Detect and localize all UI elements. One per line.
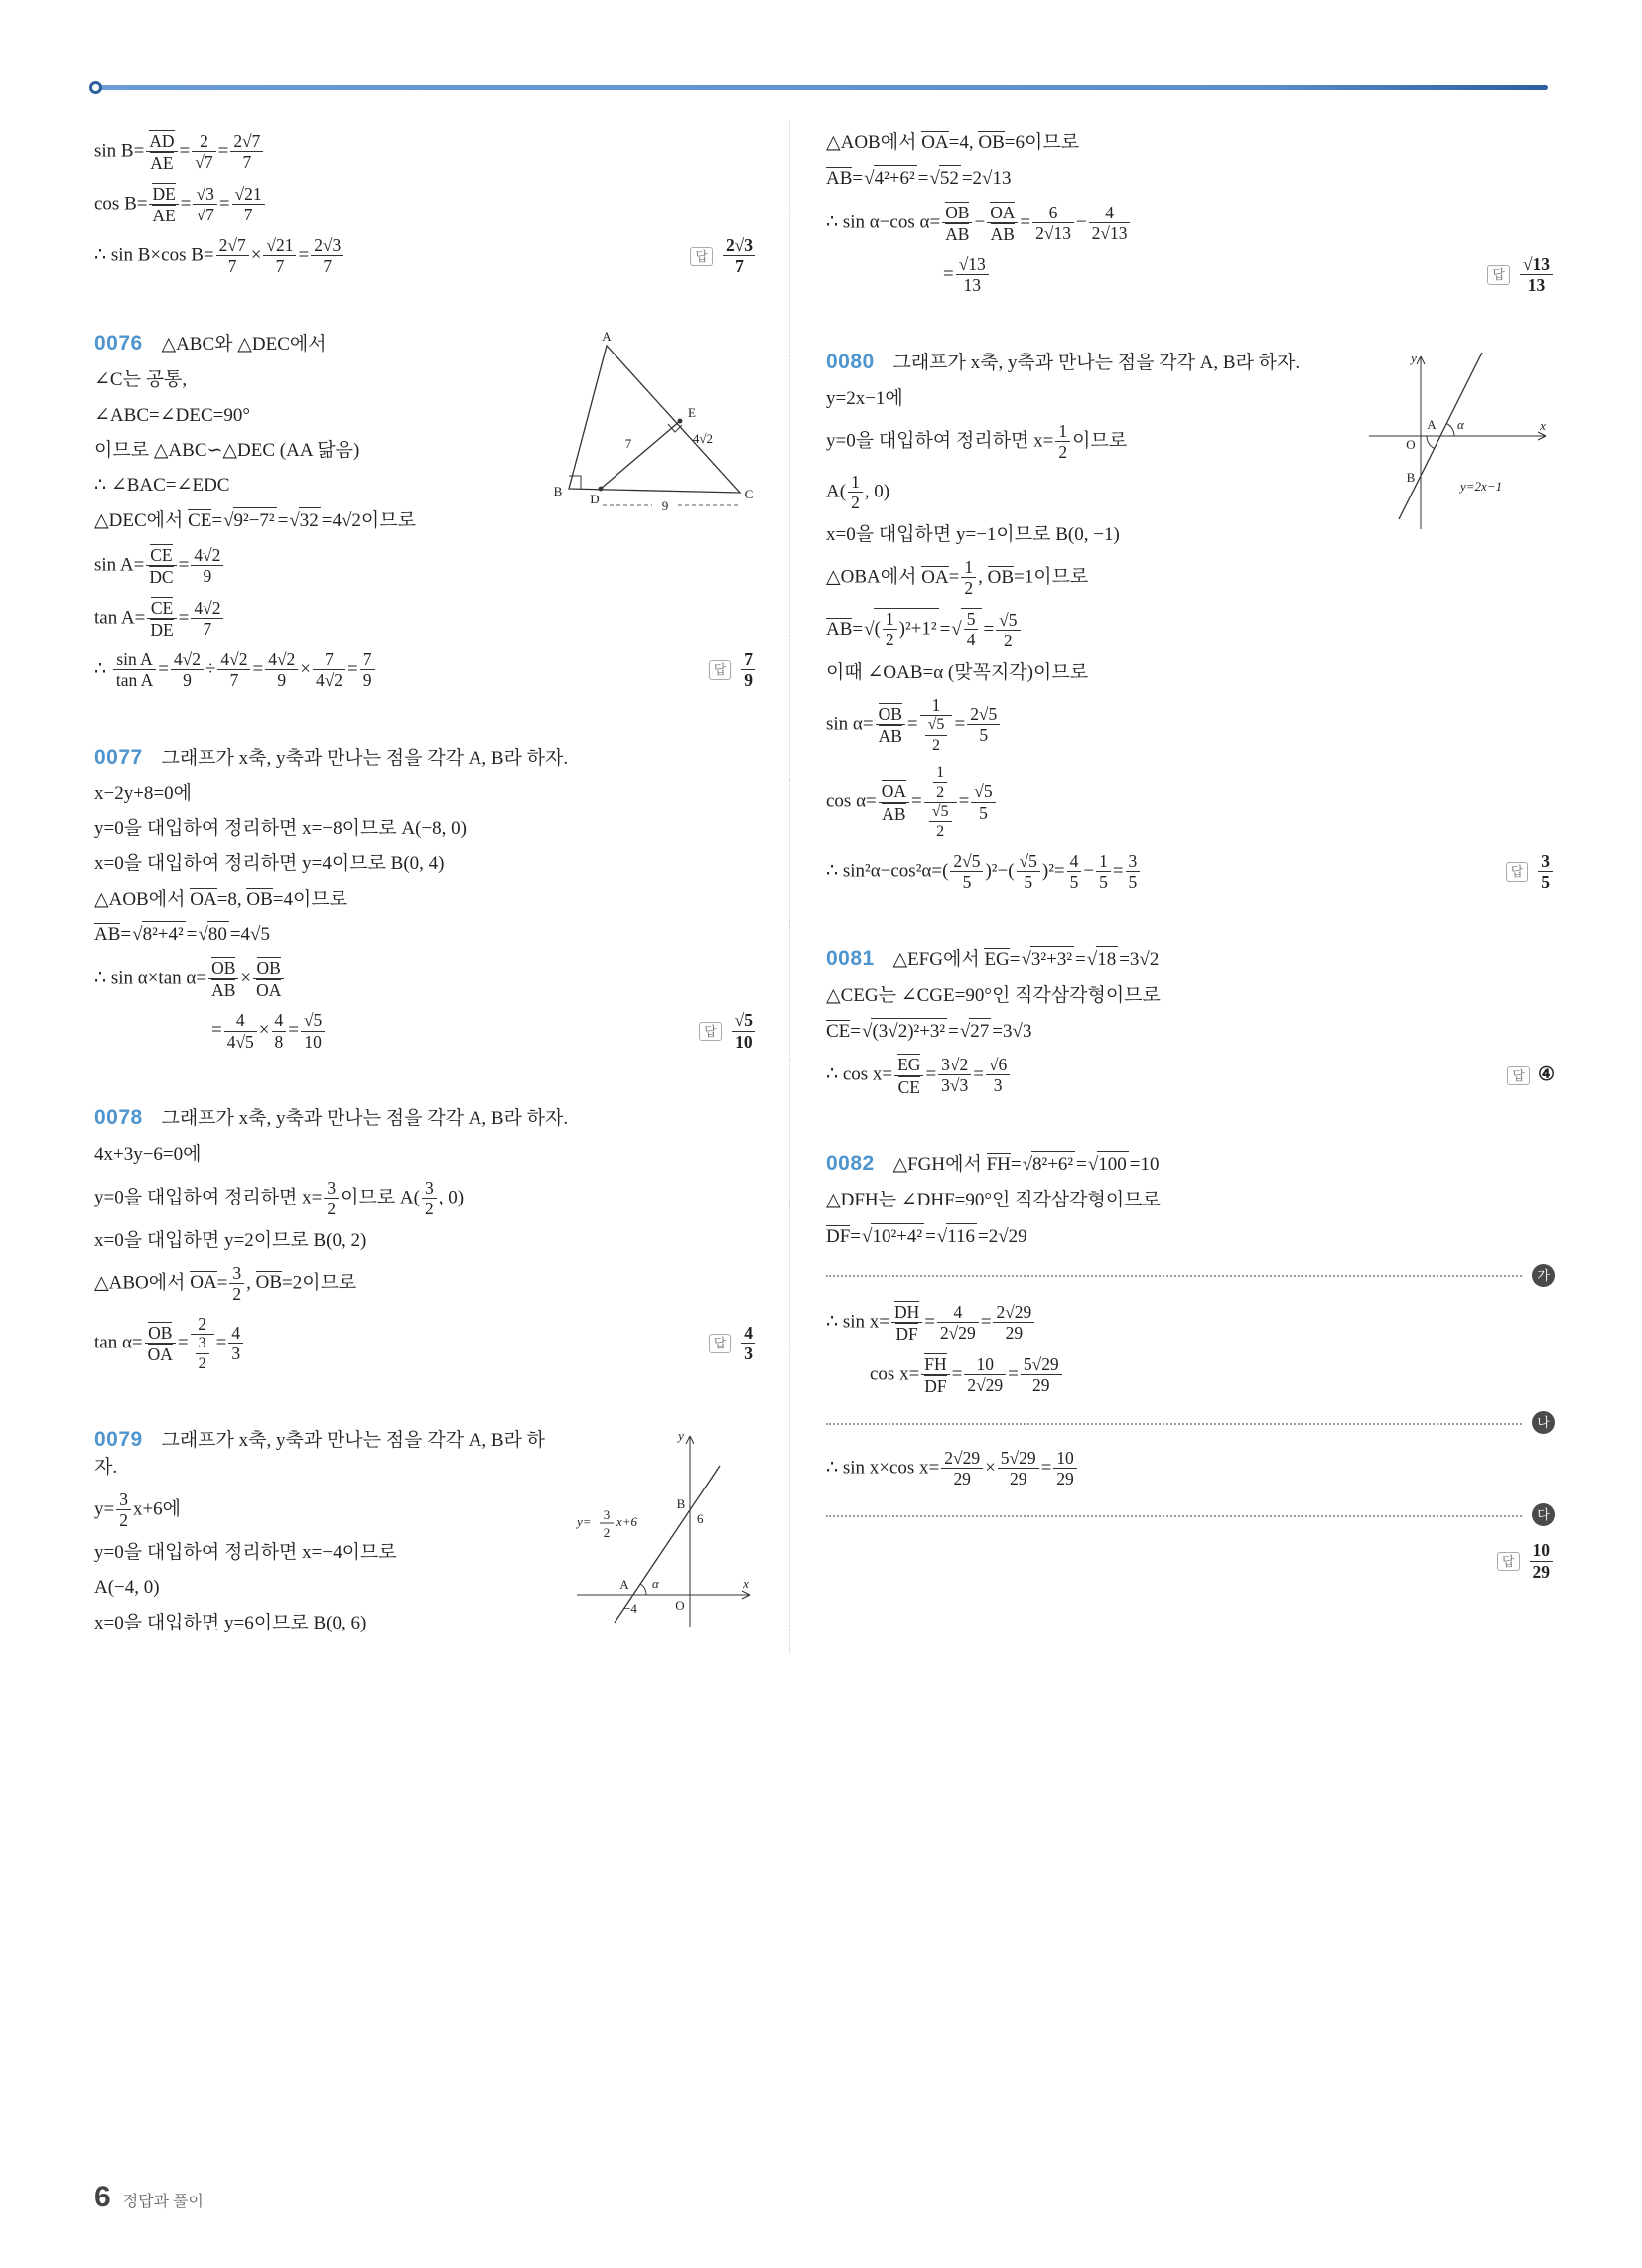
math-expression: ∴ $\frac{\text{sin A}}{\text{tan A}}$ = $\frac{4√2}{9}$ ÷ $\frac{4√2}{7}$ = $\frac{4√2}{9}$ × $\frac{7}{4√2}$ = $\frac{7}{9}$ [94, 649, 377, 691]
solution-line [826, 660, 1555, 686]
equation-frac-den: 2 [603, 1524, 611, 1540]
solution-line [94, 1010, 757, 1052]
label-4root2: 4√2 [692, 431, 714, 447]
math-expression: ∴ sin α−cos α= $\frac{OB}{AB}$ − $\frac{OA}{AB}$ = $\frac{6}{2√13}$ − $\frac{4}{2√13}$ [826, 202, 1132, 245]
equation-frac-num: 3 [603, 1506, 611, 1522]
solution-line [826, 165, 1555, 192]
solution-continuation-right [826, 121, 1555, 305]
answer-value: $\frac{4}{3}$ [739, 1323, 757, 1364]
solution-previous-continuation [94, 121, 757, 286]
math-expression: ∴ ∠BAC=∠EDC [94, 475, 230, 496]
problem-0077 [94, 744, 757, 1061]
math-expression: ∴ sin B×cos B= $\frac{2√7}{7}$ × $\frac{√21}{7}$ = $\frac{2√3}{7}$ [94, 235, 345, 277]
math-expression: y=0을 대입하여 정리하면 x= $\frac{1}{2}$ 이므로 [826, 420, 1128, 463]
math-expression: cos B= $\frac{DE}{AE}$ = $\frac{√3}{√7}$ = $\frac{√21}{7}$ [94, 183, 267, 226]
solution-line [94, 130, 757, 174]
answer-value: $\frac{2√3}{7}$ [721, 235, 757, 277]
math-expression: ∠ABC=∠DEC=90° [94, 404, 250, 426]
math-expression: 이때 ∠OAB=α (맞꼭지각)이므로 [826, 662, 1089, 684]
line-graph [615, 1466, 720, 1623]
math-expression: = $\frac{√13}{13}$ [943, 254, 991, 296]
solution-line [94, 781, 757, 807]
dotted-leader [826, 1513, 1522, 1517]
problem-0079 [94, 1426, 757, 1653]
rule-end-dot [89, 81, 102, 94]
math-expression: 4x+3y−6=0에 [94, 1144, 202, 1166]
segment-de [601, 421, 680, 489]
math-expression: x=0을 대입하면 y=−1이므로 B(0, −1) [826, 524, 1120, 546]
point-d-dot [599, 487, 604, 492]
step-badge: 나 [1532, 1411, 1555, 1434]
problem-number: 0078 [94, 1106, 143, 1130]
math-expression: CE= √ (3√2)²+3² = √ 27 =3√3 [826, 1018, 1031, 1045]
problem-intro: 그래프가 x축, y축과 만나는 점을 각각 A, B라 하자. [94, 1429, 546, 1478]
solution-line [826, 130, 1555, 156]
math-expression: AB= √ 8²+4² = √ 80 =4√5 [94, 921, 270, 948]
answer [676, 235, 757, 277]
solution-line [826, 254, 1555, 296]
problem-intro: 그래프가 x축, y축과 만나는 점을 각각 A, B라 하자. [892, 352, 1300, 373]
problem-number: 0077 [94, 746, 143, 770]
label-alpha: α [652, 1575, 659, 1591]
solution-line [94, 235, 757, 277]
math-expression: x−2y+8=0에 [94, 783, 193, 805]
triangle-figure [549, 330, 757, 520]
label-O: O [675, 1597, 685, 1613]
page-top-rule [99, 85, 1548, 90]
step-badge: 다 [1532, 1503, 1555, 1526]
answer [695, 1323, 757, 1364]
label-6: 6 [697, 1510, 704, 1526]
answer-value: ④ [1537, 1064, 1555, 1086]
solution-line [826, 851, 1555, 893]
problem-intro: △FGH에서 FH= √ 8²+6² = √ 100 =10 [892, 1154, 1159, 1175]
math-expression: AB= √ 4²+6² = √ 52 =2√13 [826, 165, 1011, 192]
solution-line [826, 1223, 1555, 1250]
dotted-step-rule [826, 1264, 1555, 1287]
answer-value: $\frac{√13}{13}$ [1518, 254, 1555, 296]
label-A: A [1427, 416, 1437, 432]
graph-figure [1361, 349, 1555, 542]
math-expression: ∴ sin x= $\frac{DH}{DF}$ = $\frac{4}{2√29}$ = $\frac{2√29}{29}$ [826, 1301, 1036, 1345]
math-expression: DF= √ 10²+4² = √ 116 =2√29 [826, 1223, 1027, 1250]
label-x: x [743, 1575, 749, 1591]
solution-line [94, 1314, 757, 1373]
graph-diagram-0080 [1361, 349, 1555, 550]
problem-0081 [826, 945, 1555, 1107]
answer [1493, 1063, 1555, 1088]
dotted-step-rule [826, 1503, 1555, 1526]
answer-badge: 답 [1497, 1552, 1520, 1572]
problem-number: 0079 [94, 1427, 143, 1451]
solution-line [826, 608, 1555, 651]
page-number: 6 [94, 2181, 111, 2213]
answer-badge: 답 [1507, 1066, 1530, 1086]
label-x: x [1540, 417, 1546, 433]
math-expression: 이므로 △ABC∽△DEC (AA 닮음) [94, 439, 360, 461]
dotted-leader [826, 1273, 1522, 1277]
math-expression: y=0을 대입하여 정리하면 x=−4이므로 [94, 1542, 397, 1564]
math-expression: cos x= $\frac{FH}{DF}$ = $\frac{10}{2√29}$ = $\frac{5√29}{29}$ [870, 1353, 1064, 1397]
label-B: B [1406, 469, 1416, 485]
math-expression: sin B= $\frac{AD}{AE}$ = $\frac{2}{√7}$ = $\frac{2√7}{7}$ [94, 130, 265, 174]
answer [1492, 851, 1555, 893]
solution-line [826, 1054, 1555, 1097]
solution-line [826, 1540, 1555, 1582]
solution-line [94, 957, 757, 1001]
label-alpha: α [1457, 416, 1464, 432]
solution-line [94, 1489, 557, 1531]
answer-value: $\frac{7}{9}$ [739, 649, 757, 691]
label-O: O [1406, 436, 1416, 452]
solution-line [94, 921, 757, 948]
math-expression: ∴ sin x×cos x= $\frac{2√29}{29}$ × $\frac{5√29}{29}$ = $\frac{10}{29}$ [826, 1448, 1079, 1489]
math-expression: tan α= $\frac{OB}{OA}$ = $\frac{2}{\frac{3}{2}}$ = $\frac{4}{3}$ [94, 1314, 245, 1373]
problem-intro: △EFG에서 EG= √ 3²+3² = √ 18 =3√2 [892, 949, 1159, 970]
label-D: D [590, 492, 600, 507]
step-badge: 가 [1532, 1264, 1555, 1287]
math-expression: cos α= $\frac{OA}{AB}$ = $\frac{\frac{1}{2}}{\frac{√5}{2}}$ = $\frac{√5}{5}$ [826, 764, 998, 842]
footer-label: 정답과 풀이 [122, 2194, 204, 2210]
math-expression: ∴ sin²α−cos²α=( $\frac{2√5}{5}$ )²−( $\frac{√5}{5}$ )²= $\frac{4}{5}$ − $\frac{1}{5}$ = $\frac{3}{5}$ [826, 851, 1142, 893]
solution-line [94, 1263, 757, 1305]
dotted-step-rule [826, 1411, 1555, 1434]
equation-label-post: x+6 [616, 1513, 638, 1529]
math-expression: △DEC에서 CE= √ 9²−7² = √ 32 =4√2이므로 [94, 507, 416, 534]
math-expression: sin α= $\frac{OB}{AB}$ = $\frac{1}{\frac{√5}{2}}$ = $\frac{2√5}{5}$ [826, 695, 1002, 755]
page-content [94, 121, 1555, 1653]
answer-badge: 답 [699, 1022, 722, 1042]
answer-value: $\frac{√5}{10}$ [730, 1010, 757, 1052]
solution-line [94, 1575, 557, 1601]
graph-figure [569, 1426, 757, 1639]
dotted-leader [826, 1421, 1522, 1425]
answer [695, 649, 757, 691]
vertical-angle-arc [1427, 436, 1435, 449]
solution-line [94, 403, 537, 429]
solution-line [826, 472, 1349, 513]
label-y: y [678, 1427, 684, 1443]
math-expression: = $\frac{4}{4√5}$ × $\frac{4}{8}$ = $\frac{√5}{10}$ [211, 1010, 327, 1052]
solution-line [94, 1142, 757, 1168]
solution-line [826, 1301, 1555, 1345]
solution-line [94, 438, 537, 464]
answer-badge: 답 [690, 247, 713, 267]
problem-number: 0080 [826, 350, 875, 373]
math-expression: △CEG는 ∠CGE=90°인 직각삼각형이므로 [826, 984, 1161, 1006]
answer-badge: 답 [1506, 862, 1529, 882]
answer-badge: 답 [709, 1334, 732, 1353]
label-A: A [602, 330, 612, 345]
math-expression: x=0을 대입하면 y=6이므로 B(0, 6) [94, 1612, 367, 1633]
problem-intro: 그래프가 x축, y축과 만나는 점을 각각 A, B라 하자. [161, 1108, 569, 1130]
angle-alpha-arc [640, 1584, 646, 1595]
answer [1473, 254, 1555, 296]
left-column [94, 121, 789, 1653]
right-column [789, 121, 1555, 1653]
problem-0080 [826, 349, 1555, 902]
triangle-abc [569, 346, 740, 493]
math-expression: y=0을 대입하여 정리하면 x=−8이므로 A(−8, 0) [94, 818, 467, 840]
solution-line [94, 507, 537, 534]
page-footer [94, 2177, 204, 2217]
angle-alpha-arc [1446, 423, 1454, 436]
label-y: y [1411, 350, 1417, 365]
label-minus4: −4 [623, 1600, 637, 1616]
label-B: B [553, 484, 563, 499]
math-expression: y=0을 대입하여 정리하면 x= $\frac{3}{2}$ 이므로 A( $\frac{3}{2}$ , 0) [94, 1177, 465, 1218]
label-E: E [688, 405, 696, 421]
answer-badge: 답 [709, 660, 732, 680]
math-expression: A(−4, 0) [94, 1577, 160, 1599]
math-expression: △AOB에서 OA=8, OB=4이므로 [94, 888, 348, 910]
solution-line [826, 983, 1555, 1009]
solution-line [826, 1018, 1555, 1045]
problem-number: 0081 [826, 946, 875, 970]
math-expression: ∴ sin α×tan α= $\frac{OB}{AB}$ × $\frac{OB}{OA}$ [94, 957, 286, 1001]
math-expression: tan A= $\frac{CE}{DE}$ = $\frac{4√2}{7}$ [94, 597, 225, 640]
solution-line [94, 597, 757, 640]
solution-line [94, 367, 537, 393]
math-expression: x=0을 대입하면 y=2이므로 B(0, 2) [94, 1229, 367, 1251]
problem-0082 [826, 1150, 1555, 1591]
solution-line [94, 851, 757, 877]
label-9: 9 [661, 498, 669, 514]
answer [685, 1010, 757, 1052]
solution-line [826, 1448, 1555, 1489]
label-C: C [744, 487, 753, 502]
solution-line [826, 522, 1349, 548]
math-expression: △ABO에서 OA= $\frac{3}{2}$ , OB=2이므로 [94, 1262, 357, 1305]
problem-number: 0076 [94, 332, 143, 355]
math-expression: x=0을 대입하여 정리하면 y=4이므로 B(0, 4) [94, 853, 445, 875]
problem-0076 [94, 330, 757, 700]
math-expression: y= $\frac{3}{2}$ x+6에 [94, 1489, 182, 1531]
solution-line [94, 183, 757, 226]
answer-value: $\frac{10}{29}$ [1528, 1540, 1555, 1582]
solution-line [94, 887, 757, 913]
math-expression: ∴ cos x= $\frac{EG}{CE}$ = $\frac{3√2}{3√3}$ = $\frac{√6}{3}$ [826, 1054, 1012, 1097]
solution-line [826, 764, 1555, 842]
math-expression: △OBA에서 OA= $\frac{1}{2}$ , OB=1이므로 [826, 557, 1089, 599]
math-expression: △AOB에서 OA=4, OB=6이므로 [826, 132, 1080, 153]
problem-intro: △ABC와 △DEC에서 [161, 334, 327, 355]
math-expression: AB= √ ( $\frac{1}{2}$ )²+1² = √ $\frac{5}{4}$ = $\frac{√5}{2}$ [826, 608, 1023, 651]
solution-line [826, 202, 1555, 245]
equation-label-pre: y= [577, 1513, 592, 1529]
solution-line [826, 1353, 1555, 1397]
problem-intro: 그래프가 x축, y축과 만나는 점을 각각 A, B라 하자. [161, 748, 569, 770]
math-expression: y=2x−1에 [826, 387, 903, 409]
label-B: B [676, 1495, 686, 1511]
answer-value: $\frac{3}{5}$ [1536, 851, 1555, 893]
graph-diagram-0079 [569, 1426, 757, 1647]
solution-line [94, 544, 757, 588]
math-expression: ∠C는 공통, [94, 369, 188, 391]
label-A: A [619, 1576, 629, 1592]
solution-line [826, 1188, 1555, 1213]
solution-line [94, 1540, 557, 1566]
solution-line [826, 421, 1349, 463]
solution-line [826, 386, 1349, 412]
solution-line [94, 649, 757, 691]
equation-label: y=2x−1 [1460, 478, 1503, 494]
answer [1483, 1540, 1555, 1582]
solution-line [826, 695, 1555, 755]
math-expression: A( $\frac{1}{2}$ , 0) [826, 472, 890, 513]
math-expression: sin A= $\frac{CE}{DC}$ = $\frac{4√2}{9}$ [94, 544, 225, 588]
problem-0078 [94, 1104, 757, 1381]
solution-line [94, 473, 537, 498]
label-7: 7 [624, 436, 632, 452]
math-expression: △DFH는 ∠DHF=90°인 직각삼각형이므로 [826, 1190, 1161, 1211]
solution-line [94, 816, 757, 842]
solution-line [94, 1178, 757, 1219]
problem-number: 0082 [826, 1152, 875, 1176]
solution-line [94, 1611, 557, 1636]
solution-line [94, 1228, 757, 1254]
triangle-diagram-0076 [549, 330, 757, 528]
solution-line [826, 557, 1555, 599]
point-e-dot [678, 419, 683, 424]
answer-badge: 답 [1487, 265, 1510, 285]
